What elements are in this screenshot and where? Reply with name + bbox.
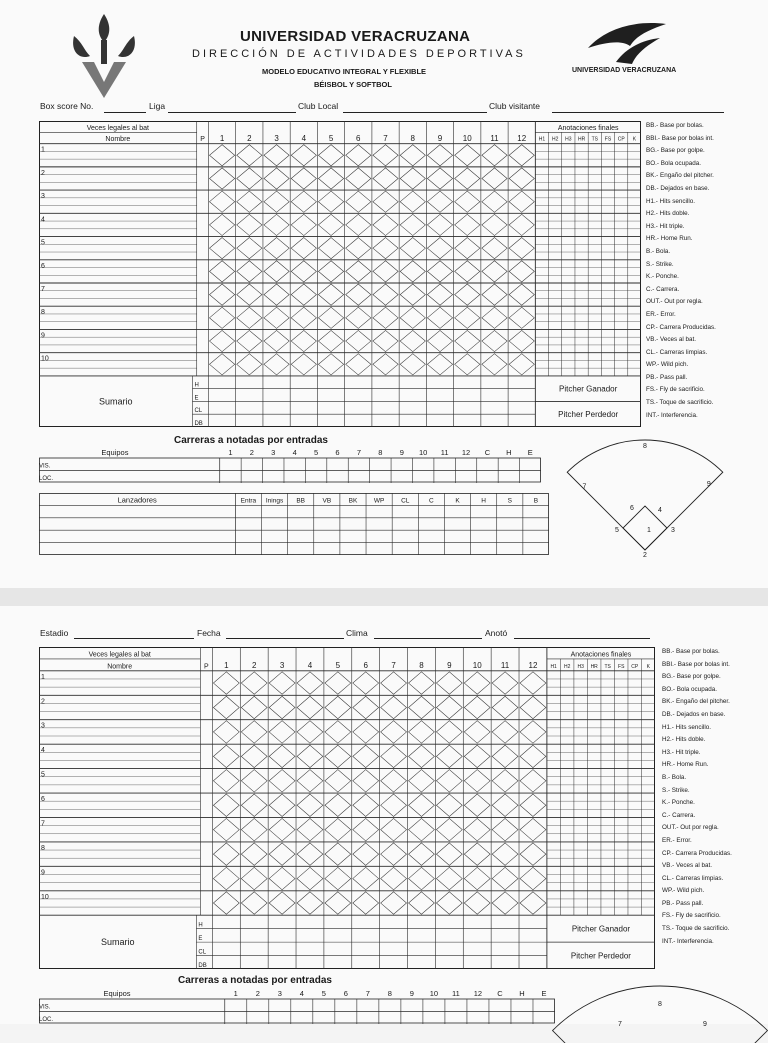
legend-item: DB.- Dejados en base.	[662, 710, 726, 718]
player-row-number: 4	[41, 747, 45, 755]
box-score-label: Box score No.	[40, 101, 94, 111]
sumario-row-db: DB	[194, 421, 203, 427]
lanzadores-col-bk: BK	[348, 497, 358, 505]
carreras-col-h: H	[506, 448, 512, 457]
legend-item: PB.- Pass pall.	[662, 899, 704, 907]
team-label-loc: LOC.	[39, 476, 54, 482]
carreras-col-9: 9	[409, 989, 414, 998]
anot-header-h2: H2	[563, 663, 571, 670]
carreras-col-9: 9	[399, 448, 404, 457]
legend-item: CL.- Carreras limpias.	[662, 874, 724, 882]
field-position-2: 2	[643, 552, 647, 559]
sumario-row-h: H	[198, 922, 203, 929]
lanzadores-col-entra: Entra	[240, 497, 257, 505]
abbreviation-legend	[662, 646, 732, 948]
player-row-number: 2	[41, 698, 45, 706]
field-position-8: 8	[658, 1001, 662, 1008]
sumario-row-db: DB	[198, 963, 207, 969]
legend-item: S.- Strike.	[646, 260, 674, 268]
carreras-col-10: 10	[429, 989, 439, 998]
anot-header-ts: TS	[604, 663, 611, 670]
legend-item: DB.- Dejados en base.	[646, 184, 710, 192]
inning-header-4: 4	[307, 660, 313, 670]
legend-item: BB.- Base por bolas.	[662, 648, 720, 655]
lanzadores-col-wp: WP	[373, 497, 385, 505]
legend-item: WP.- Wild pich.	[662, 887, 705, 895]
veces-legales-label: Veces legales al bat	[86, 124, 149, 132]
field-position-9: 9	[703, 1021, 707, 1028]
field-position-9: 9	[706, 481, 711, 489]
carreras-col-1: 1	[233, 989, 238, 998]
batting-grid-svg	[39, 121, 641, 427]
eagle-logo-icon	[586, 18, 670, 66]
pitcher-perdedor-label: Pitcher Perdedor	[558, 410, 619, 420]
legend-item: BK.- Engaño del pitcher.	[646, 172, 714, 180]
player-row-number: 8	[41, 844, 45, 852]
carreras-col-6: 6	[335, 448, 340, 457]
anot-header-fs: FS	[604, 136, 612, 143]
inning-header-7: 7	[391, 660, 396, 670]
player-row-number: 8	[41, 309, 45, 317]
legend-item: S.- Strike.	[662, 786, 690, 794]
legend-item: B.- Bola.	[662, 773, 687, 781]
university-title: UNIVERSIDAD VERACRUZANA	[240, 28, 471, 45]
sport-subtitle: BÉISBOL Y SOFTBOL	[314, 80, 392, 89]
estadio-label: Estadio	[40, 628, 69, 638]
legend-item: FS.- Fly de sacrificio.	[662, 912, 721, 920]
legend-item: CP.- Carrera Producidas.	[646, 323, 716, 331]
player-row-number: 10	[41, 893, 49, 901]
player-row-number: 1	[41, 146, 45, 154]
legend-item: INT.- Interferencia.	[662, 937, 714, 945]
lanzadores-col-h: H	[481, 497, 487, 505]
anot-header-k: K	[646, 663, 650, 670]
model-subtitle: MODELO EDUCATIVO INTEGRAL Y FLEXIBLE	[262, 67, 427, 76]
club-visitante-label: Club visitante	[489, 101, 541, 111]
legend-item: C.- Carrera.	[646, 285, 680, 293]
p-label: P	[200, 136, 205, 144]
legend-item: H3.- Hit triple.	[662, 748, 701, 756]
legend-item: H3.- Hit triple.	[646, 222, 685, 230]
carreras-col-8: 8	[378, 448, 383, 457]
box-score-field[interactable]	[104, 112, 146, 113]
inning-header-9: 9	[437, 133, 443, 143]
carreras-table	[39, 447, 541, 483]
baseball-field-diagram	[560, 436, 730, 560]
legend-item: C.- Carrera.	[662, 811, 696, 819]
legend-item: K.- Ponche.	[646, 273, 679, 281]
player-row-number: 9	[41, 869, 45, 877]
equipos-label: Equipos	[103, 989, 131, 998]
player-row-number: 6	[41, 796, 45, 804]
inning-header-12: 12	[517, 133, 527, 143]
baseball-field-diagram	[570, 978, 750, 1038]
carreras-col-5: 5	[321, 989, 326, 998]
player-row-number: 10	[41, 355, 49, 363]
carreras-col-4: 4	[292, 448, 297, 457]
equipos-label: Equipos	[101, 448, 129, 457]
lanzadores-col-inings: Inings	[265, 497, 284, 505]
inning-header-12: 12	[528, 660, 538, 670]
player-row-number: 3	[41, 193, 45, 201]
legend-item: PB.- Pass pall.	[646, 373, 688, 381]
lanzadores-col-k: K	[455, 497, 460, 505]
inning-header-6: 6	[363, 660, 368, 670]
legend-item: INT.- Interferencia.	[646, 411, 698, 419]
field-position-3: 3	[671, 527, 675, 534]
sumario-row-cl: CL	[194, 408, 203, 415]
carreras-col-12: 12	[461, 448, 471, 457]
page-gap	[0, 588, 768, 606]
lanzadores-col-vb: VB	[322, 497, 332, 505]
anot-header-h1: H1	[550, 663, 557, 670]
legend-item: HR.- Home Run.	[662, 761, 709, 769]
inning-header-1: 1	[219, 133, 225, 143]
pitcher-perdedor-label: Pitcher Perdedor	[570, 951, 631, 961]
inning-header-8: 8	[419, 660, 424, 670]
legend-item: ER.- Error.	[646, 310, 676, 318]
inning-header-3: 3	[274, 133, 279, 143]
legend-item: BO.- Bola ocupada.	[662, 685, 717, 693]
player-row-number: 7	[41, 285, 45, 293]
sumario-row-e: E	[194, 395, 199, 402]
player-row-number: 4	[41, 216, 45, 224]
carreras-col-7: 7	[356, 448, 362, 457]
carreras-col-11: 11	[440, 448, 449, 457]
player-row-number: 5	[41, 771, 45, 779]
legend-item: BO.- Bola ocupada.	[646, 159, 701, 167]
fecha-label: Fecha	[197, 628, 221, 638]
carreras-col-8: 8	[387, 989, 392, 998]
field-position-5: 5	[615, 527, 619, 534]
uv-logo-icon	[68, 12, 140, 100]
anot-header-h3: H3	[565, 136, 572, 143]
legend-item: TS.- Toque de sacrificio.	[662, 925, 730, 933]
anoto-field[interactable]	[514, 638, 650, 639]
team-label-vis: VIS.	[39, 1004, 51, 1011]
field-position-1: 1	[647, 527, 651, 534]
player-row-number: 2	[41, 169, 45, 177]
carreras-col-3: 3	[277, 989, 282, 998]
legend-item: ER.- Error.	[662, 836, 692, 844]
anot-header-h2: H2	[551, 136, 559, 143]
batting-grid-svg	[39, 647, 655, 969]
scoresheet-bottom	[0, 606, 768, 1028]
carreras-table	[39, 988, 555, 1024]
legend-item: HR.- Home Run.	[646, 235, 693, 243]
fecha-field[interactable]	[226, 638, 344, 639]
inning-header-2: 2	[251, 660, 257, 670]
player-row-number: 7	[41, 820, 45, 828]
direction-title: DIRECCIÓN DE ACTIVIDADES DEPORTIVAS	[192, 48, 526, 60]
club-local-field[interactable]	[343, 112, 487, 113]
anot-header-h3: H3	[577, 663, 584, 670]
carreras-col-12: 12	[473, 989, 483, 998]
inning-header-8: 8	[410, 133, 415, 143]
player-row-number: 5	[41, 239, 45, 247]
carreras-col-3: 3	[271, 448, 276, 457]
batting-grid	[39, 121, 641, 427]
anot-header-k: K	[632, 136, 637, 143]
club-local-label: Club Local	[298, 101, 339, 111]
nombre-label: Nombre	[105, 136, 131, 144]
abbreviation-legend	[646, 120, 716, 422]
inning-header-10: 10	[472, 660, 482, 670]
sumario-label: Sumario	[100, 937, 135, 948]
sumario-row-e: E	[198, 936, 203, 943]
lanzadores-col-b: B	[533, 497, 539, 505]
carreras-title: Carreras a notadas por entradas	[178, 975, 332, 986]
legend-item: B.- Bola.	[646, 247, 671, 255]
field-svg	[560, 436, 730, 560]
nombre-label: Nombre	[107, 663, 133, 671]
anot-header-cp: CP	[617, 136, 625, 143]
field-position-4: 4	[658, 507, 662, 514]
lanzadores-table	[39, 493, 549, 555]
club-visitante-field[interactable]	[552, 112, 724, 113]
anot-header-h1: H1	[538, 136, 546, 143]
legend-item: BG.- Base por golpe.	[662, 673, 721, 681]
estadio-field[interactable]	[74, 638, 194, 639]
anot-header-hr: HR	[590, 663, 598, 670]
field-position-7: 7	[618, 1021, 622, 1028]
field-svg	[570, 978, 750, 1038]
anotaciones-label: Anotaciones finales	[557, 124, 619, 132]
legend-item: H1.- Hits sencillo.	[662, 723, 711, 731]
legend-item: K.- Ponche.	[662, 799, 695, 807]
legend-item: H2.- Hits doble.	[662, 736, 706, 744]
anotaciones-label: Anotaciones finales	[570, 651, 632, 659]
lanzadores-table-svg	[39, 493, 549, 555]
lanzadores-col-bb: BB	[296, 497, 306, 505]
anot-header-hr: HR	[577, 136, 586, 143]
carreras-col-5: 5	[314, 448, 319, 457]
carreras-col-10: 10	[419, 448, 428, 457]
legend-item: CL.- Carreras limpias.	[646, 348, 708, 356]
anot-header-ts: TS	[591, 136, 598, 143]
field-position-7: 7	[582, 483, 587, 491]
anot-header-fs: FS	[618, 663, 625, 670]
legend-item: TS.- Toque de sacrificio.	[646, 399, 714, 407]
legend-item: BBI.- Base por bolas int.	[662, 660, 730, 668]
legend-item: VB.- Veces al bat.	[662, 862, 713, 870]
lanzadores-col-c: C	[429, 497, 434, 505]
legend-item: BG.- Base por golpe.	[646, 147, 705, 155]
inning-header-2: 2	[247, 133, 252, 143]
inning-header-1: 1	[224, 660, 229, 670]
sumario-label: Sumario	[98, 396, 133, 407]
carreras-table-svg	[39, 447, 541, 483]
uv-logo-text: UNIVERSIDAD VERACRUZANA	[572, 67, 677, 74]
inning-header-4: 4	[301, 133, 307, 143]
pitcher-ganador-label: Pitcher Ganador	[571, 924, 631, 934]
inning-header-9: 9	[447, 660, 452, 670]
carreras-col-1: 1	[228, 448, 233, 457]
legend-item: VB.- Veces al bat.	[646, 336, 697, 344]
team-label-vis: VIS.	[39, 463, 51, 470]
carreras-col-e: E	[527, 448, 533, 457]
veces-legales-label: Veces legales al bat	[88, 651, 151, 659]
team-label-loc: LOC.	[39, 1017, 54, 1023]
p-label: P	[204, 663, 209, 671]
liga-label: Liga	[149, 101, 166, 111]
legend-item: OUT.- Out por regla.	[662, 824, 719, 832]
player-row-number: 3	[41, 722, 45, 730]
legend-item: BBI.- Base por bolas int.	[646, 134, 714, 142]
clima-label: Clima	[346, 628, 368, 638]
lanzadores-col-cl: CL	[401, 497, 410, 505]
inning-header-7: 7	[383, 133, 388, 143]
liga-field[interactable]	[168, 112, 296, 113]
legend-item: H1.- Hits sencillo.	[646, 197, 695, 205]
carreras-col-11: 11	[452, 989, 460, 998]
batting-grid	[39, 647, 655, 969]
legend-item: H2.- Hits doble.	[646, 210, 690, 218]
carreras-col-h: H	[519, 989, 525, 998]
inning-header-6: 6	[356, 133, 361, 143]
inning-header-5: 5	[335, 660, 341, 670]
carreras-col-6: 6	[343, 989, 348, 998]
legend-item: BK.- Engaño del pitcher.	[662, 698, 730, 706]
lanzadores-label: Lanzadores	[117, 495, 157, 505]
inning-header-10: 10	[462, 133, 472, 143]
inning-header-3: 3	[279, 660, 285, 670]
legend-item: FS.- Fly de sacrificio.	[646, 386, 705, 394]
field-position-8: 8	[643, 443, 647, 450]
lanzadores-col-s: S	[507, 497, 512, 505]
player-row-number: 9	[41, 332, 45, 340]
legend-item: OUT.- Out por regla.	[646, 298, 703, 306]
carreras-col-4: 4	[299, 989, 304, 998]
legend-item: CP.- Carrera Producidas.	[662, 849, 732, 857]
player-row-number: 6	[41, 262, 45, 270]
clima-field[interactable]	[374, 638, 482, 639]
inning-header-11: 11	[490, 133, 499, 143]
anoto-label: Anotó	[485, 628, 508, 638]
carreras-title: Carreras a notadas por entradas	[174, 435, 328, 446]
carreras-col-7: 7	[365, 989, 370, 998]
legend-item: BB.- Base por bolas.	[646, 122, 704, 129]
legend-item: WP.- Wild pich.	[646, 361, 689, 369]
sumario-row-cl: CL	[198, 949, 207, 956]
carreras-col-2: 2	[255, 989, 260, 998]
player-row-number: 1	[41, 673, 45, 681]
carreras-col-c: C	[484, 448, 491, 457]
carreras-col-c: C	[497, 989, 503, 998]
pitcher-ganador-label: Pitcher Ganador	[559, 384, 618, 394]
sumario-row-h: H	[194, 382, 199, 389]
carreras-col-2: 2	[249, 448, 254, 457]
carreras-table-svg	[39, 988, 555, 1024]
inning-header-11: 11	[500, 660, 510, 670]
inning-header-5: 5	[328, 133, 334, 143]
field-position-6: 6	[630, 505, 634, 512]
carreras-col-e: E	[541, 989, 547, 998]
anot-header-cp: CP	[631, 663, 639, 670]
